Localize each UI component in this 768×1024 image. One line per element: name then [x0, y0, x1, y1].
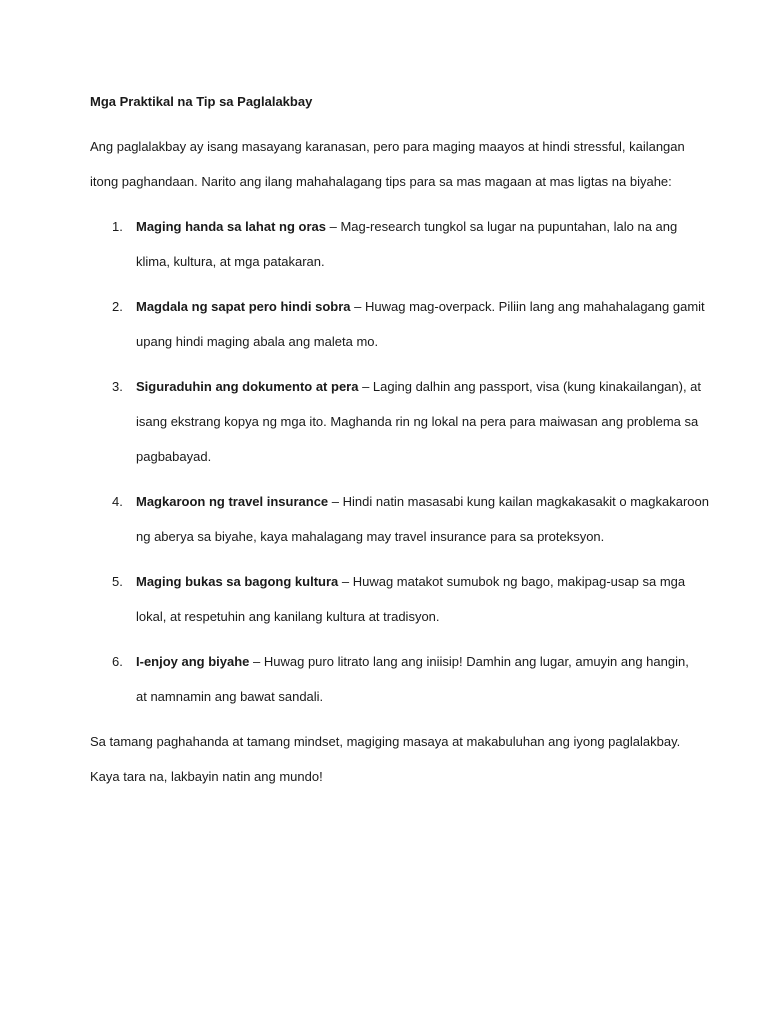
list-item-text: – Huwag puro litrato lang ang iniisip! Damhin ang lugar, amuyin ang hangin, [249, 654, 689, 669]
list-item-line [136, 378, 701, 396]
list-item-heading: Siguraduhin ang dokumento at pera [136, 379, 359, 394]
list-item-line: klima, kultura, at mga patakaran. [136, 254, 325, 269]
list-item-line [136, 653, 689, 671]
list-item-line: pagbabayad. [136, 449, 212, 464]
list-item-number: 1. [112, 219, 123, 234]
list-item-text: – Hindi natin masasabi kung kailan magkakasakit o magkakaroon [328, 494, 709, 509]
list-item-heading: Magkaroon ng travel insurance [136, 494, 329, 509]
document-title: Mga Praktikal na Tip sa Paglalakbay [90, 94, 313, 109]
list-item-number: 2. [112, 299, 123, 314]
intro-paragraph-line-1: Ang paglalakbay ay isang masayang karanasan, pero para maging maayos at hindi stressful, kailangan [90, 139, 685, 154]
intro-paragraph-line-2: itong paghandaan. Narito ang ilang mahahalagang tips para sa mas magaan at mas ligtas na biyahe: [90, 174, 672, 189]
list-item-number: 6. [112, 654, 123, 669]
outro-paragraph-line-1: Sa tamang paghahanda at tamang mindset, magiging masaya at makabuluhan ang iyong paglalakbay. [90, 734, 681, 749]
list-item-heading: Maging handa sa lahat ng oras [136, 219, 326, 234]
list-item-text: – Huwag matakot sumubok ng bago, makipag-usap sa mga [338, 574, 686, 589]
list-item-text: – Laging dalhin ang passport, visa (kung kinakailangan), at [358, 379, 702, 394]
list-item-line [136, 218, 677, 236]
outro-paragraph-line-2: Kaya tara na, lakbayin natin ang mundo! [90, 769, 323, 784]
list-item-line: isang ekstrang kopya ng mga ito. Maghanda rin ng lokal na pera para maiwasan ang problema sa [136, 414, 699, 429]
list-item-line [136, 298, 705, 316]
list-item-line: at namnamin ang bawat sandali. [136, 689, 324, 704]
list-item-text: – Mag-research tungkol sa lugar na pupuntahan, lalo na ang [325, 219, 678, 234]
list-item-line [136, 493, 709, 511]
list-item-line [136, 573, 685, 591]
list-item-line: ng aberya sa biyahe, kaya mahalagang may travel insurance para sa proteksyon. [136, 529, 605, 544]
list-item-text: – Huwag mag-overpack. Piliin lang ang mahahalagang gamit [350, 299, 705, 314]
list-item-heading: Maging bukas sa bagong kultura [136, 574, 339, 589]
list-item-heading: Magdala ng sapat pero hindi sobra [136, 299, 351, 314]
list-item-heading: I-enjoy ang biyahe [136, 654, 250, 669]
list-item-number: 4. [112, 494, 123, 509]
list-item-number: 3. [112, 379, 123, 394]
list-item-line: upang hindi maging abala ang maleta mo. [136, 334, 379, 349]
list-item-number: 5. [112, 574, 123, 589]
list-item-line: lokal, at respetuhin ang kanilang kultura at tradisyon. [136, 609, 440, 624]
